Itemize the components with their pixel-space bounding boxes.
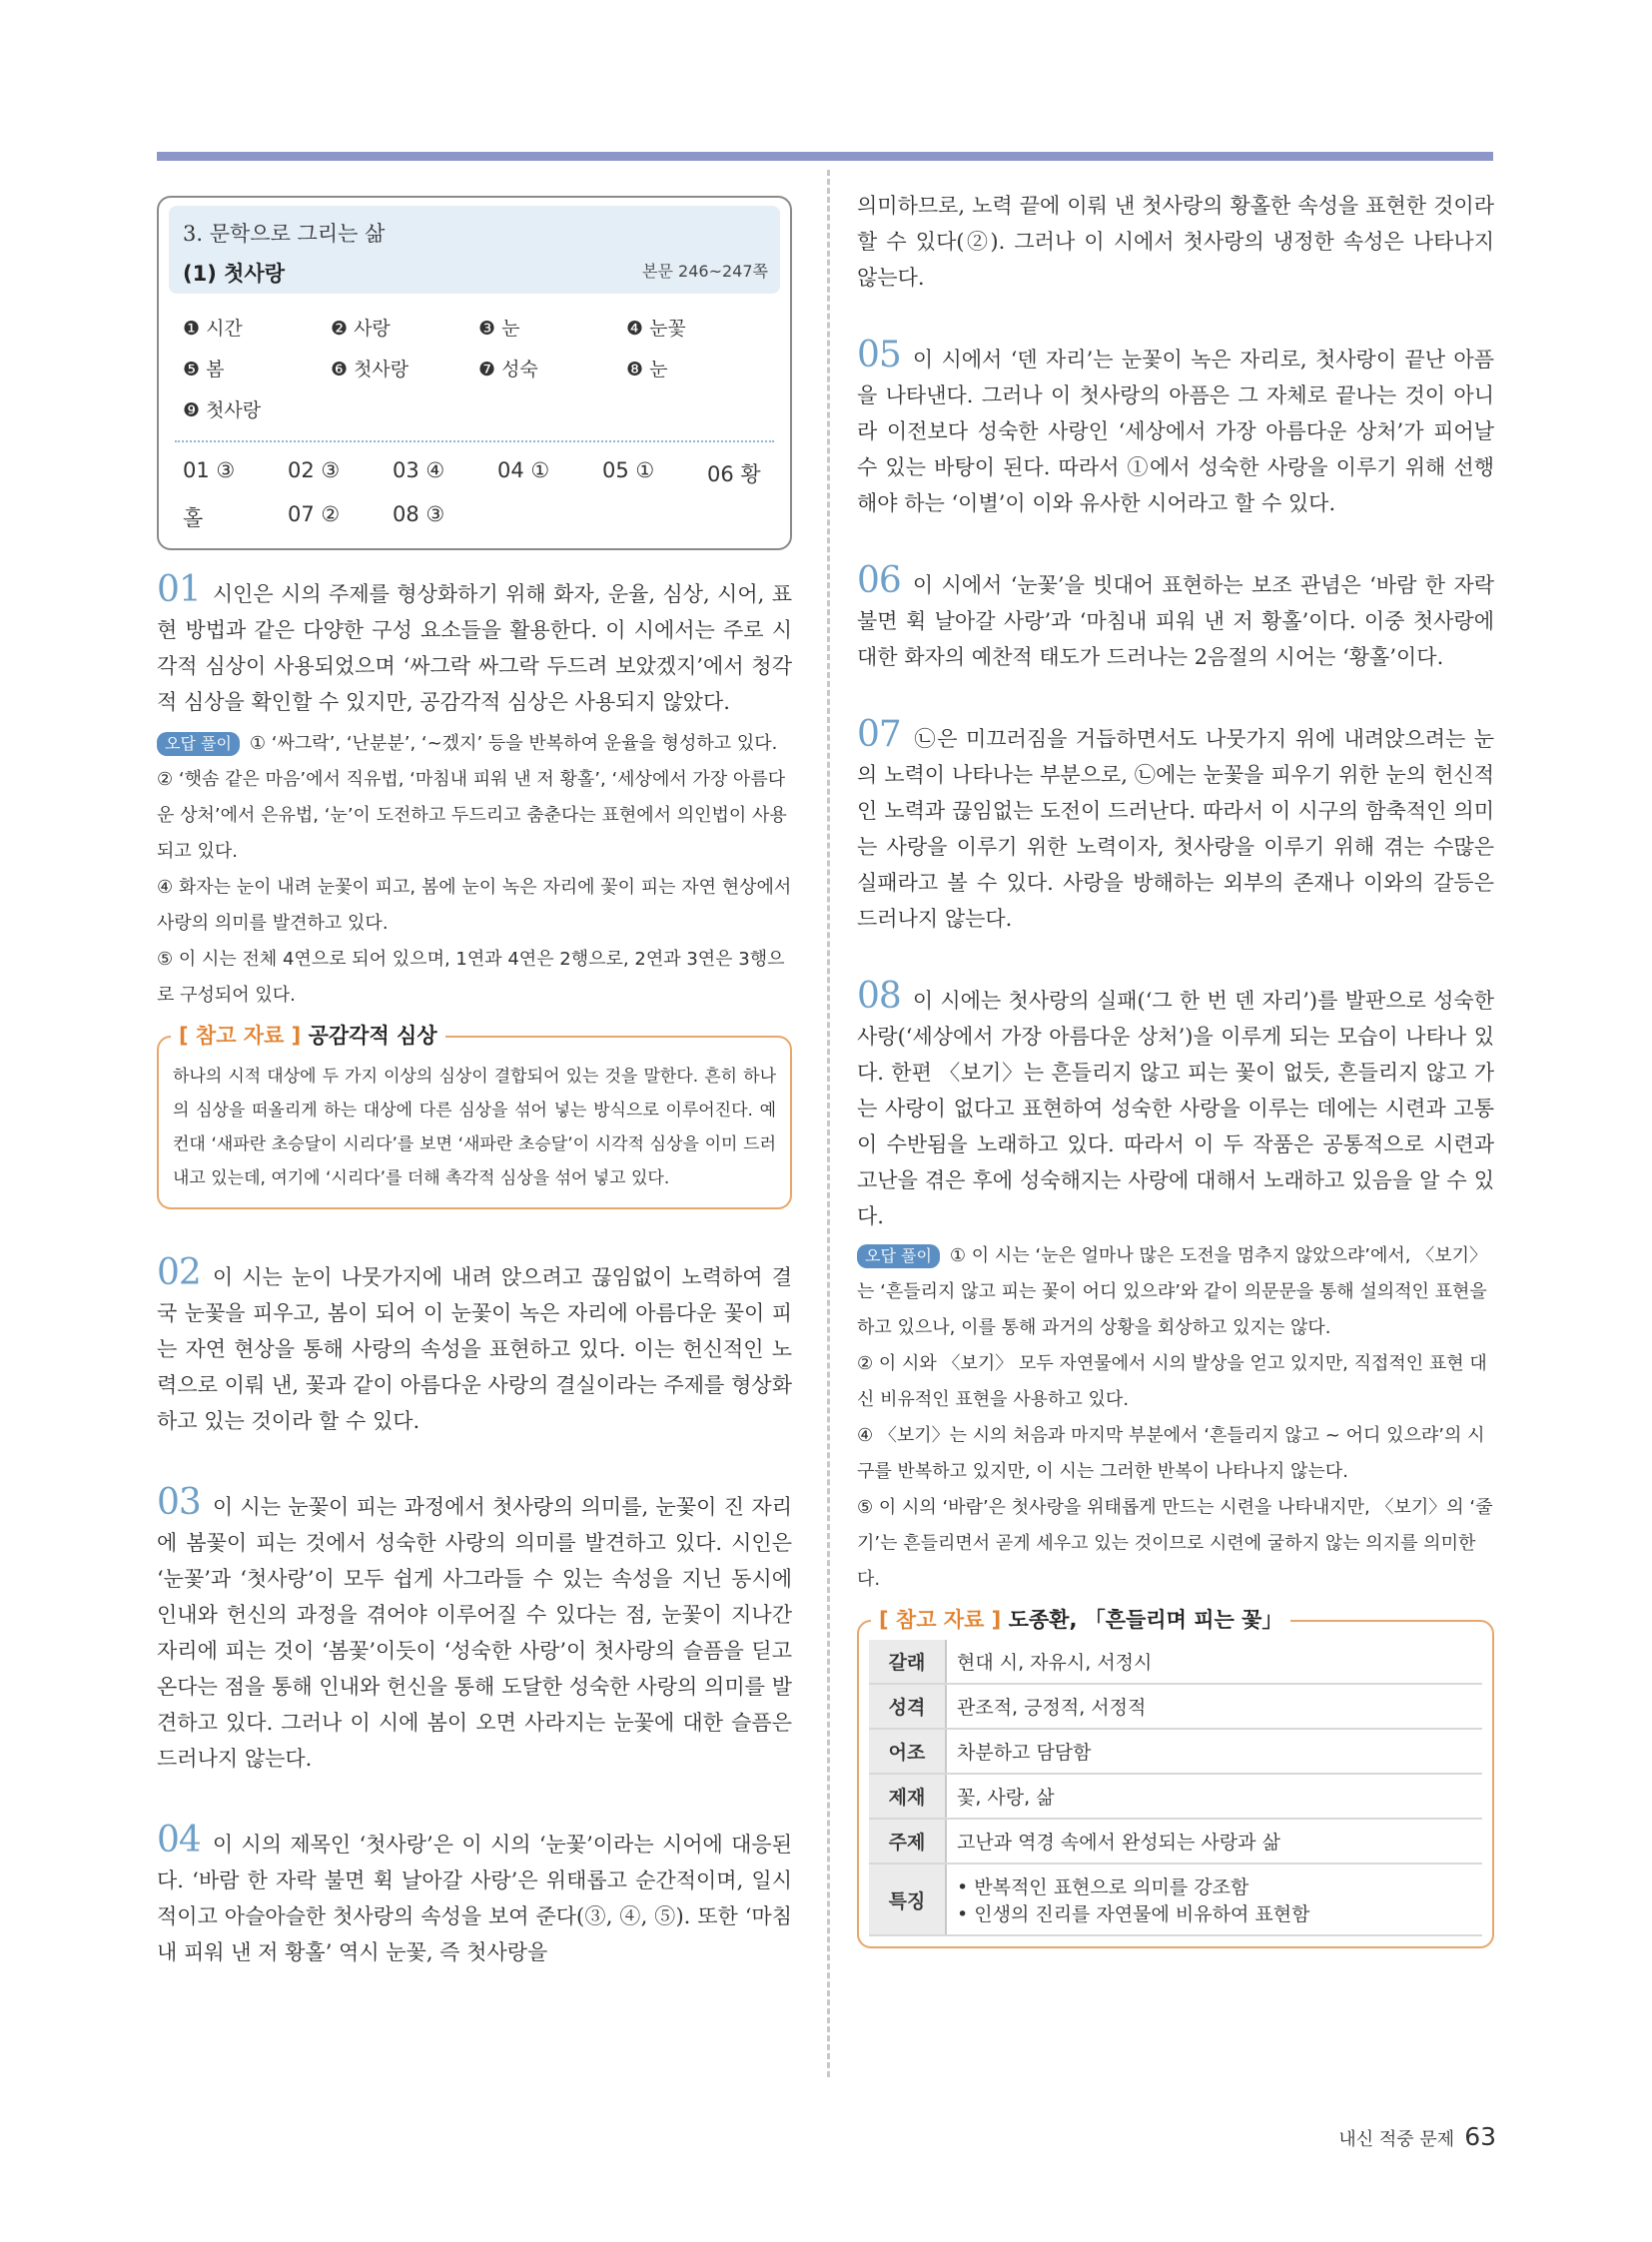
question-number: 05 xyxy=(857,335,901,375)
table-key: 어조 xyxy=(869,1729,946,1774)
page-number: 63 xyxy=(1464,2122,1496,2151)
note: ② 이 시와 〈보기〉 모두 자연물에서 시의 발상을 얻고 있지만, 직접적인 표현 대신 비유적인 표현을 사용하고 있다. xyxy=(857,1353,1487,1410)
question-02 xyxy=(157,1252,792,1439)
explanation: 이 시의 제목인 ‘첫사랑’은 이 시의 ‘눈꽃’이라는 시어에 대응된다. ‘바람 한 자락 불면 휙 날아갈 사랑’은 위태롭고 순간적이며, 일시적이고 아슬아슬한 첫사랑의 속성을 보여 준다(③, ④, ⑤). 또한 ‘마침내 피워 낸 저 황홀’ 역시 눈꽃, 즉 첫사랑을 xyxy=(157,1833,792,1964)
answer-key: 05 ① xyxy=(602,458,655,482)
question-01 xyxy=(157,569,792,1209)
table-value: 차분하고 담담함 xyxy=(946,1729,1482,1774)
explanation: 시인은 시의 주제를 형상화하기 위해 화자, 운율, 심상, 시어, 표현 방법과 같은 다양한 구성 요소들을 활용한다. 이 시에서는 주로 시각적 심상이 사용되었으며 ‘싸그락 싸그락 두드려 보았겠지’에서 청각적 심상을 확인할 수 있지만, 공감각적 심상은 사용되지 않았다. xyxy=(157,582,792,714)
explanation: 이 시는 눈꽃이 피는 과정에서 첫사랑의 의미를, 눈꽃이 진 자리에 봄꽃이 피는 것에서 성숙한 사랑의 의미를 발견하고 있다. 시인은 ‘눈꽃’과 ‘첫사랑’이 모두 쉽게 사그라들 수 있는 속성을 지닌 동시에 인내와 헌신의 과정을 겪어야 이루어질 수 있다는 점, 눈꽃이 지나간 자리에 피는 것이 ‘봄꽃’이듯이 ‘성숙한 사랑’이 첫사랑의 슬픔을 딛고 온다는 점을 통해 인내와 헌신을 통해 도달한 성숙한 사랑의 의미를 발견하고 있다. 그러나 이 시에 봄이 오면 사라지는 눈꽃에 대한 슬픔은 드러나지 않는다. xyxy=(157,1495,792,1771)
question-06 xyxy=(857,560,1494,675)
reference-title: 도종환, 「흔들리며 피는 꽃」 xyxy=(1008,1608,1283,1632)
answer-key: 01 ③ xyxy=(183,458,236,482)
unit-title: 3. 문학으로 그리는 삶 xyxy=(183,222,386,246)
reference-box xyxy=(857,1608,1494,1948)
question-05 xyxy=(857,335,1494,521)
question-03 xyxy=(157,1482,792,1777)
answer-key: 04 ① xyxy=(497,458,550,482)
question-number: 04 xyxy=(157,1820,201,1861)
answer-box xyxy=(157,196,792,550)
keyword-grid xyxy=(169,294,780,436)
reference-title: 공감각적 심상 xyxy=(308,1024,437,1048)
note: ① ‘싸그락’, ‘난분분’, ‘~겠지’ 등을 반복하여 운율을 형성하고 있다. xyxy=(249,733,778,754)
answer-key: 06 황 xyxy=(707,462,761,486)
table-row xyxy=(869,1684,1482,1729)
explanation: 이 시에는 첫사랑의 실패(‘그 한 번 덴 자리’)를 발판으로 성숙한 사랑(‘세상에서 가장 아름다운 상처’)을 이루게 되는 모습이 나타나 있다. 한편 〈보기〉는 흔들리지 않고 피는 꽃이 없듯, 흔들리지 않고 가는 사랑이 없다고 표현하여 성숙한 사랑을 이루는 데에는 시련과 고통이 수반됨을 노래하고 있다. 따라서 이 두 작품은 공통적으로 시련과 고난을 겪은 후에 성숙해지는 사랑에 대해서 노래하고 있음을 알 수 있다. xyxy=(857,989,1494,1228)
reference-text: 하나의 시적 대상에 두 가지 이상의 심상이 결합되어 있는 것을 말한다. 흔히 하나의 심상을 떠올리게 하는 대상에 다른 심상을 섞어 넣는 방식으로 이루어진다. 예컨대 ‘새파란 초승달이 시리다’를 보면 ‘새파란 초승달’이 시각적 심상을 이미 드러내고 있는데, 여기에 ‘시리다’를 더해 촉각적 심상을 섞어 넣고 있다. xyxy=(173,1067,776,1188)
note: ④ 〈보기〉는 시의 처음과 마지막 부분에서 ‘흔들리지 않고 ~ 어디 있으랴’의 시구를 반복하고 있지만, 이 시는 그러한 반복이 나타나지 않는다. xyxy=(857,1425,1485,1482)
answer-header xyxy=(169,206,780,294)
question-07 xyxy=(857,714,1494,937)
explanation: 이 시는 눈이 나뭇가지에 내려 앉으려고 끊임없이 노력하여 결국 눈꽃을 피우고, 봄이 되어 이 눈꽃이 녹은 자리에 아름다운 꽃이 피는 자연 현상을 통해 사랑의 속성을 표현하고 있다. 이는 헌신적인 노력으로 이뤄 낸, 꽃과 같이 아름다운 사랑의 결실이라는 주제를 형상화하고 있는 것이라 할 수 있다. xyxy=(157,1265,792,1433)
answer-keys xyxy=(169,442,780,532)
poem-info-table xyxy=(869,1640,1482,1936)
table-key: 주제 xyxy=(869,1819,946,1864)
keyword: ❺ 봄 xyxy=(183,359,225,380)
table-row xyxy=(869,1729,1482,1774)
note: ④ 화자는 눈이 내려 눈꽃이 피고, 봄에 눈이 녹은 자리에 꽃이 피는 자연 현상에서 사랑의 의미를 발견하고 있다. xyxy=(157,877,792,934)
keyword: ❸ 눈 xyxy=(478,318,520,340)
table-key: 갈래 xyxy=(869,1640,946,1684)
explanation: ㉡은 미끄러짐을 거듭하면서도 나뭇가지 위에 내려앉으려는 눈의 노력이 나타나는 부분으로, ㉡에는 눈꽃을 피우기 위한 눈의 헌신적인 노력과 끊임없는 도전이 드러난다. 따라서 이 시구의 함축적인 의미는 사랑을 이루기 위한 노력이자, 첫사랑을 이루기 위해 겪는 수많은 실패라고 볼 수 있다. 사랑을 방해하는 외부의 존재나 이와의 갈등은 드러나지 않는다. xyxy=(857,727,1494,931)
table-value: • 인생의 진리를 자연물에 비유하여 표현함 xyxy=(957,1903,1310,1925)
table-value: 현대 시, 자유시, 서정시 xyxy=(946,1640,1482,1684)
table-row xyxy=(869,1774,1482,1819)
keyword: ❻ 첫사랑 xyxy=(331,359,410,380)
table-row xyxy=(869,1819,1482,1864)
reference-label: [ 참고 자료 ] xyxy=(879,1608,1002,1632)
reference-box xyxy=(157,1024,792,1209)
q04-continued: 의미하므로, 노력 끝에 이뤄 낸 첫사랑의 황홀한 속성을 표현한 것이라 할 수 있다(②). 그러나 이 시에서 첫사랑의 냉정한 속성은 나타나지 않는다. xyxy=(857,194,1494,290)
table-value: • 반복적인 표현으로 의미를 강조함 xyxy=(957,1876,1249,1898)
table-key: 특징 xyxy=(869,1864,946,1935)
explanation: 이 시에서 ‘덴 자리’는 눈꽃이 녹은 자리로, 첫사랑이 끝난 아픔을 나타낸다. 그러나 이 첫사랑의 아픔은 그 자체로 끝나는 것이 아니라 이전보다 성숙한 사랑인 ‘세상에서 가장 아름다운 상처’가 피어날 수 있는 바탕이 된다. 따라서 ①에서 성숙한 사랑을 이루기 위해 선행해야 하는 ‘이별’이 이와 유사한 시어라고 할 수 있다. xyxy=(857,348,1494,515)
note: ① 이 시는 ‘눈은 얼마나 많은 도전을 멈추지 않았으랴’에서, 〈보기〉는 ‘흔들리지 않고 피는 꽃이 어디 있으랴’와 같이 의문문을 통해 설의적인 표현을 하고 있으나, 이를 통해 과거의 상황을 회상하고 있지는 않다. xyxy=(857,1245,1488,1338)
question-number: 08 xyxy=(857,976,901,1017)
table-row xyxy=(869,1864,1482,1935)
note: ② ‘햇솜 같은 마음’에서 직유법, ‘마침내 피워 낸 저 황홀’, ‘세상에서 가장 아름다운 상처’에서 은유법, ‘눈’이 도전하고 두드리고 춤춘다는 표현에서 의인법이 사용되고 있다. xyxy=(157,769,787,862)
right-column xyxy=(857,188,1494,1948)
page-footer xyxy=(1338,2122,1496,2151)
keyword: ❹ 눈꽃 xyxy=(626,318,686,340)
explanation: 이 시에서 ‘눈꽃’을 빗대어 표현하는 보조 관념은 ‘바람 한 자락 불면 휙 날아갈 사랑’과 ‘마침내 피워 낸 저 황홀’이다. 이중 첫사랑에 대한 화자의 예찬적 태도가 드러나는 2음절의 시어는 ‘황홀’이다. xyxy=(857,573,1494,669)
wrong-answer-badge: 오답 풀이 xyxy=(157,732,240,756)
column-divider xyxy=(827,170,830,2077)
keyword: ❶ 시간 xyxy=(183,318,243,340)
note: ⑤ 이 시는 전체 4연으로 되어 있으며, 1연과 4연은 2행으로, 2연과 3연은 3행으로 구성되어 있다. xyxy=(157,949,785,1006)
keyword: ❽ 눈 xyxy=(626,359,668,380)
table-key: 제재 xyxy=(869,1774,946,1819)
table-key: 성격 xyxy=(869,1684,946,1729)
table-value: 관조적, 긍정적, 서정적 xyxy=(946,1684,1482,1729)
table-row xyxy=(869,1640,1482,1684)
keyword: ❼ 성숙 xyxy=(478,359,538,380)
keyword: ❾ 첫사랑 xyxy=(183,399,262,421)
note: ⑤ 이 시의 ‘바람’은 첫사랑을 위태롭게 만드는 시련을 나타내지만, 〈보기〉의 ‘줄기’는 흔들리면서 곧게 세우고 있는 것이므로 시련에 굴하지 않는 의지를 의미한다. xyxy=(857,1497,1493,1590)
wrong-answer-badge: 오답 풀이 xyxy=(857,1244,940,1268)
footer-label: 내신 적중 문제 xyxy=(1338,2129,1455,2150)
answer-key: 홀 xyxy=(183,506,204,530)
table-value: 꽃, 사랑, 삶 xyxy=(946,1774,1482,1819)
question-08 xyxy=(857,976,1494,1948)
reference-label: [ 참고 자료 ] xyxy=(179,1024,302,1048)
question-number: 07 xyxy=(857,714,901,755)
answer-key: 07 ② xyxy=(288,502,341,526)
page-reference: 본문 246~247쪽 xyxy=(642,262,768,281)
table-value: 고난과 역경 속에서 완성되는 사랑과 삶 xyxy=(946,1819,1482,1864)
question-number: 06 xyxy=(857,560,901,601)
section-title: (1) 첫사랑 xyxy=(183,262,285,286)
question-number: 02 xyxy=(157,1252,201,1293)
question-04 xyxy=(157,1820,792,1970)
top-rule xyxy=(157,152,1493,161)
answer-key: 03 ④ xyxy=(393,458,445,482)
answer-key: 08 ③ xyxy=(393,502,445,526)
keyword: ❷ 사랑 xyxy=(331,318,391,340)
answer-key: 02 ③ xyxy=(288,458,341,482)
left-column xyxy=(157,196,792,1970)
question-number: 01 xyxy=(157,569,201,610)
question-number: 03 xyxy=(157,1482,201,1523)
